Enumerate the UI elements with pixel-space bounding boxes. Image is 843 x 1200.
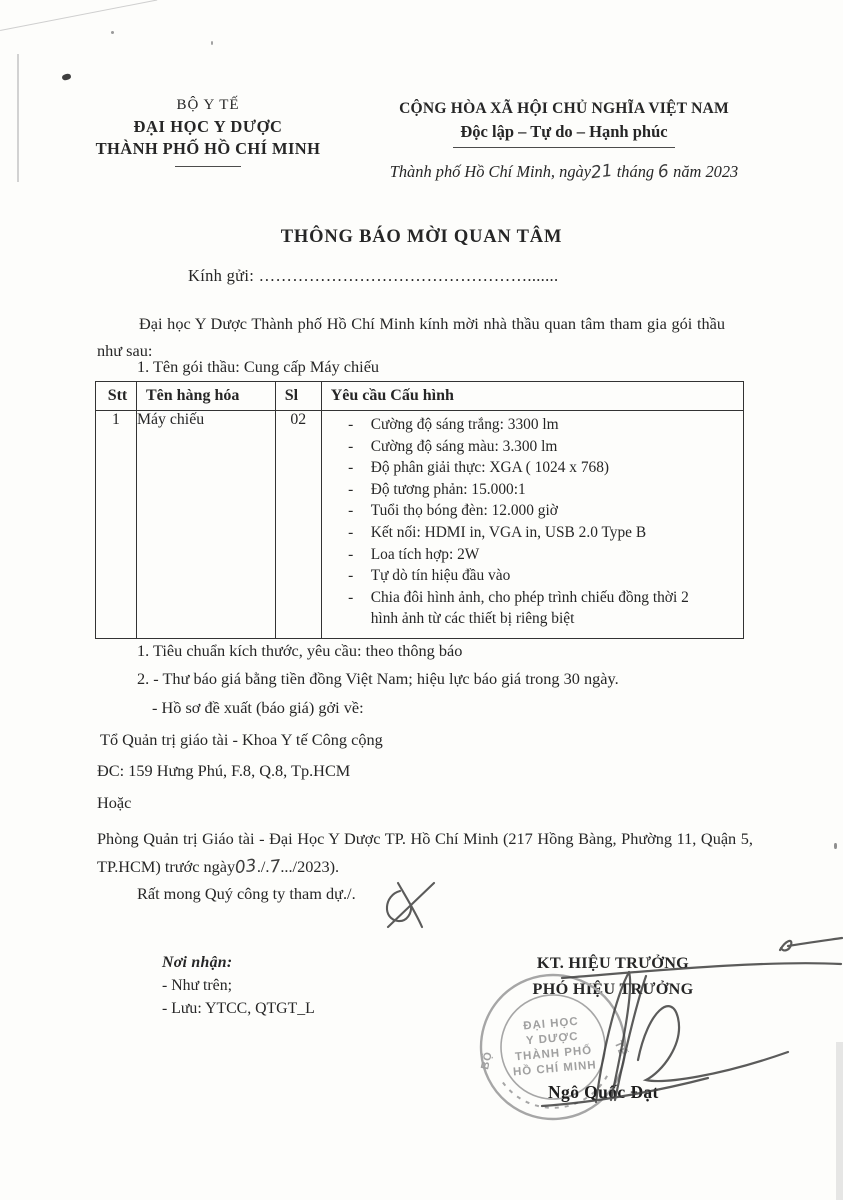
recipient-or: Hoặc — [97, 793, 132, 812]
date-prefix: Thành phố Hồ Chí Minh, ngày — [389, 162, 591, 181]
scan-artifact-ink-dot — [61, 73, 71, 81]
package-name-line: 1. Tên gói thầu: Cung cấp Máy chiếu — [137, 357, 380, 376]
handwritten-month: 6 — [656, 161, 671, 183]
column-header-yeu-cau: Yêu cầu Cấu hình — [321, 382, 743, 411]
spec-item: - Tuổi thọ bóng đèn: 12.000 giờ — [348, 502, 558, 520]
handwritten-initials — [374, 875, 444, 935]
scan-artifact-speck — [211, 41, 213, 45]
date-thang: tháng — [616, 162, 655, 181]
ministry-name: BỘ Y TẾ — [176, 97, 240, 113]
note-standards: 1. Tiêu chuẩn kích thước, yêu cầu: theo thông báo — [137, 641, 463, 660]
distribution-item: - Như trên; — [162, 977, 232, 994]
deadline-year: .../2023). — [280, 857, 340, 876]
distribution-title: Nơi nhận: — [162, 954, 233, 971]
letterhead-national-block — [350, 100, 778, 182]
salutation-line: Kính gửi: …………………………………………....... — [188, 266, 559, 285]
letterhead-issuer-block — [66, 97, 350, 167]
date-line — [350, 162, 778, 182]
requirements-table — [95, 381, 744, 639]
cell-item-name: Máy chiếu — [136, 411, 275, 639]
recipient-address: ĐC: 159 Hưng Phú, F.8, Q.8, Tp.HCM — [97, 761, 351, 780]
closing-line: Rất mong Quý công ty tham dự./. — [137, 884, 356, 903]
date-suffix: năm 2023 — [673, 162, 739, 181]
spec-item: - Cường độ sáng trắng: 3300 lm — [348, 416, 559, 433]
cell-quantity: 02 — [275, 411, 321, 639]
cell-specs — [321, 411, 743, 639]
alt-address-text: Phòng Quản trị Giáo tài - Đại Học Y Dược TP. Hồ Chí Minh (217 Hồng Bàng, Phường 11, Quận 5, TP.HCM) trước ngày — [97, 829, 753, 876]
note-submit: - Hồ sơ đề xuất (báo giá) gởi về: — [152, 698, 364, 717]
table-header-row — [96, 382, 744, 411]
handwritten-deadline-month: 7 — [268, 856, 282, 878]
organization-name-line1: ĐẠI HỌC Y DƯỢC — [133, 117, 283, 136]
distribution-item: - Lưu: YTCC, QTGT_L — [162, 1000, 315, 1017]
stamp-text-line: Y DƯỢC — [525, 1030, 580, 1048]
handwritten-deadline-day: 03 — [233, 855, 258, 879]
document-title: THÔNG BÁO MỜI QUAN TÂM — [280, 227, 563, 247]
stamp-rim-right: TẾ — [611, 1039, 630, 1059]
cell-stt: 1 — [96, 411, 137, 639]
spec-item: - Loa tích hợp: 2W — [348, 545, 480, 563]
deadline-separator: ./. — [256, 857, 270, 876]
note-quotation: 2. - Thư báo giá bằng tiền đồng Việt Nam; hiệu lực báo giá trong 30 ngày. — [137, 669, 619, 688]
signer-name: Ngô Quốc Đạt — [548, 1082, 659, 1102]
column-header-ten-hang-hoa: Tên hàng hóa — [136, 382, 275, 411]
scan-artifact-edge-line — [17, 54, 19, 182]
stamp-text-line: THÀNH PHỐ — [514, 1044, 593, 1064]
spec-item: - Độ tương phản: 15.000:1 — [348, 480, 526, 498]
spec-list — [322, 411, 743, 638]
signer-title-line1: KT. HIỆU TRƯỞNG — [536, 954, 690, 972]
distribution-block — [162, 951, 315, 1020]
national-motto-line1: CỘNG HÒA XÃ HỘI CHỦ NGHĨA VIỆT NAM — [399, 100, 729, 117]
handwritten-day: 21 — [589, 160, 614, 184]
scan-artifact-speck — [111, 31, 114, 34]
recipient-unit: Tổ Quản trị giáo tài - Khoa Y tế Công cộng — [100, 730, 383, 749]
signer-title-line2: PHÓ HIỆU TRƯỞNG — [532, 980, 694, 998]
handwritten-signature — [450, 930, 843, 1120]
column-header-stt: Stt — [96, 382, 137, 411]
scan-artifact-diagonal — [0, 0, 157, 31]
stamp-text-line: HỒ CHÍ MINH — [512, 1059, 598, 1079]
spec-item: - Chia đôi hình ảnh, cho phép trình chiếu đồng thời 2 hình ảnh từ các thiết bị riêng biệt — [348, 588, 689, 628]
scan-artifact-speck — [834, 843, 837, 849]
motto-rule — [453, 147, 675, 148]
letterhead-rule — [175, 166, 241, 167]
spec-item: - Kết nối: HDMI in, VGA in, USB 2.0 Type B — [348, 523, 647, 541]
spec-item: - Độ phân giải thực: XGA ( 1024 x 768) — [348, 459, 610, 477]
column-header-sl: Sl — [275, 382, 321, 411]
national-motto-line2: Độc lập – Tự do – Hạnh phúc — [460, 122, 668, 141]
stamp-rim-left: BỘ — [479, 1050, 495, 1071]
stamp-text-line: ĐẠI HỌC — [522, 1015, 580, 1033]
intro-paragraph: Đại học Y Dược Thành phố Hồ Chí Minh kính mời nhà thầu quan tâm tham gia gói thầu như sau: — [97, 314, 725, 360]
spec-item: - Cường độ sáng màu: 3.300 lm — [348, 437, 558, 455]
table-row — [96, 411, 744, 639]
spec-item: - Tự dò tín hiệu đầu vào — [348, 567, 511, 585]
recipient-alt-paragraph — [97, 825, 753, 881]
organization-name-line2: THÀNH PHỐ HỒ CHÍ MINH — [95, 139, 321, 158]
